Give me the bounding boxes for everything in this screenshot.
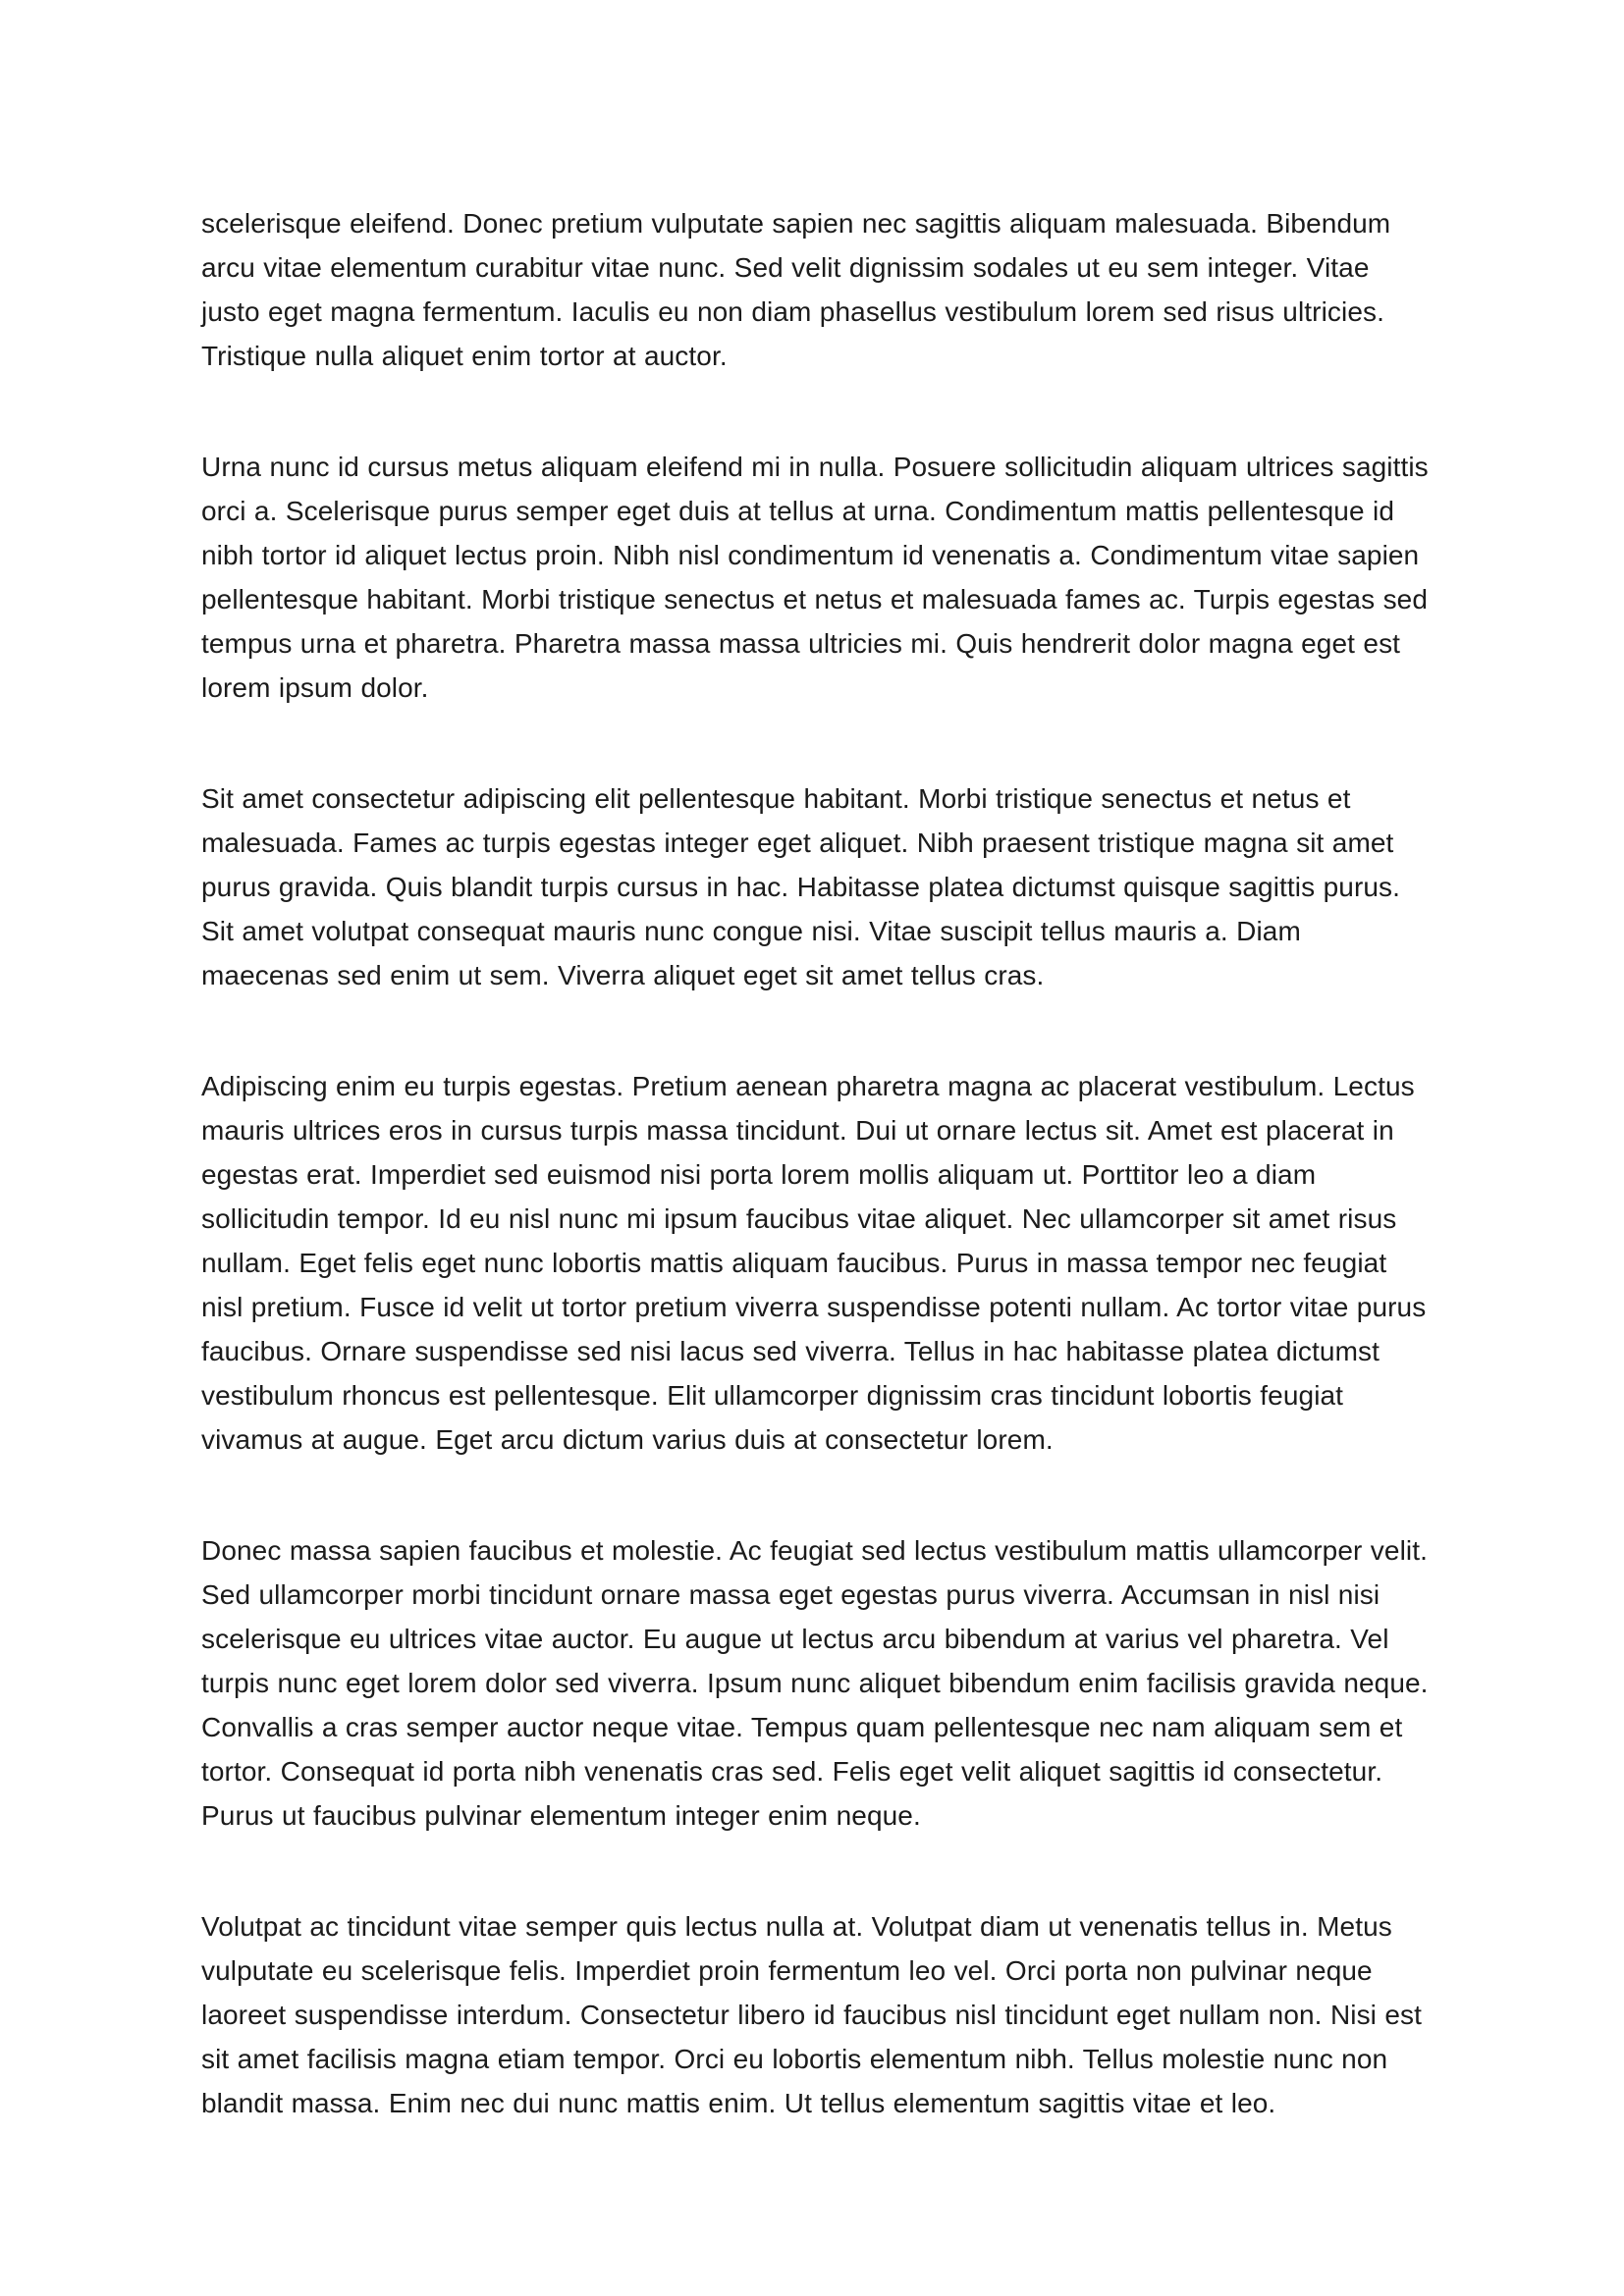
document-body	[201, 201, 1429, 2125]
paragraph-5: Donec massa sapien faucibus et molestie. Ac feugiat sed lectus vestibulum mattis ullamcorper velit. Sed ullamcorper morbi tincidunt ornare massa eget egestas purus viverra. Accumsan in nisl nisi scelerisque eu ultrices vitae auctor. Eu augue ut lectus arcu bibendum at varius vel pharetra. Vel turpis nunc eget lorem dolor sed viverra. Ipsum nunc aliquet bibendum enim facilisis gravida neque. Convallis a cras semper auctor neque vitae. Tempus quam pellentesque nec nam aliquam sem et tortor. Consequat id porta nibh venenatis cras sed. Felis eget velit aliquet sagittis id consectetur. Purus ut faucibus pulvinar elementum integer enim neque.	[201, 1535, 1429, 1831]
paragraph-1: scelerisque eleifend. Donec pretium vulputate sapien nec sagittis aliquam malesuada. Bibendum arcu vitae elementum curabitur vitae nunc. Sed velit dignissim sodales ut eu sem integer. Vitae justo eget magna fermentum. Iaculis eu non diam phasellus vestibulum lorem sed risus ultricies. Tristique nulla aliquet enim tortor at auctor.	[201, 208, 1391, 371]
paragraph-4: Adipiscing enim eu turpis egestas. Pretium aenean pharetra magna ac placerat vestibulum. Lectus mauris ultrices eros in cursus turpis massa tincidunt. Dui ut ornare lectus sit. Amet est placerat in egestas erat. Imperdiet sed euismod nisi porta lorem mollis aliquam ut. Porttitor leo a diam sollicitudin tempor. Id eu nisl nunc mi ipsum faucibus vitae aliquet. Nec ullamcorper sit amet risus nullam. Eget felis eget nunc lobortis mattis aliquam faucibus. Purus in massa tempor nec feugiat nisl pretium. Fusce id velit ut tortor pretium viverra suspendisse potenti nullam. Ac tortor vitae purus faucibus. Ornare suspendisse sed nisi lacus sed viverra. Tellus in hac habitasse platea dictumst vestibulum rhoncus est pellentesque. Elit ullamcorper dignissim cras tincidunt lobortis feugiat vivamus at augue. Eget arcu dictum varius duis at consectetur lorem.	[201, 1071, 1427, 1455]
paragraph-6: Volutpat ac tincidunt vitae semper quis lectus nulla at. Volutpat diam ut venenatis tellus in. Metus vulputate eu scelerisque felis. Imperdiet proin fermentum leo vel. Orci porta non pulvinar neque laoreet suspendisse interdum. Consectetur libero id faucibus nisl tincidunt eget nullam non. Nisi est sit amet facilisis magna etiam tempor. Orci eu lobortis elementum nibh. Tellus molestie nunc non blandit massa. Enim nec dui nunc mattis enim. Ut tellus elementum sagittis vitae et leo.	[201, 1911, 1423, 2118]
paragraph-3: Sit amet consectetur adipiscing elit pellentesque habitant. Morbi tristique senectus et netus et malesuada. Fames ac turpis egestas integer eget aliquet. Nibh praesent tristique magna sit amet purus gravida. Quis blandit turpis cursus in hac. Habitasse platea dictumst quisque sagittis purus. Sit amet volutpat consequat mauris nunc congue nisi. Vitae suscipit tellus mauris a. Diam maecenas sed enim ut sem. Viverra aliquet eget sit amet tellus cras.	[201, 783, 1401, 990]
paragraph-2: Urna nunc id cursus metus aliquam eleifend mi in nulla. Posuere sollicitudin aliquam ultrices sagittis orci a. Scelerisque purus semper eget duis at tellus at urna. Condimentum mattis pellentesque id nibh tortor id aliquet lectus proin. Nibh nisl condimentum id venenatis a. Condimentum vitae sapien pellentesque habitant. Morbi tristique senectus et netus et malesuada fames ac. Turpis egestas sed tempus urna et pharetra. Pharetra massa massa ultricies mi. Quis hendrerit dolor magna eget est lorem ipsum dolor.	[201, 452, 1429, 703]
